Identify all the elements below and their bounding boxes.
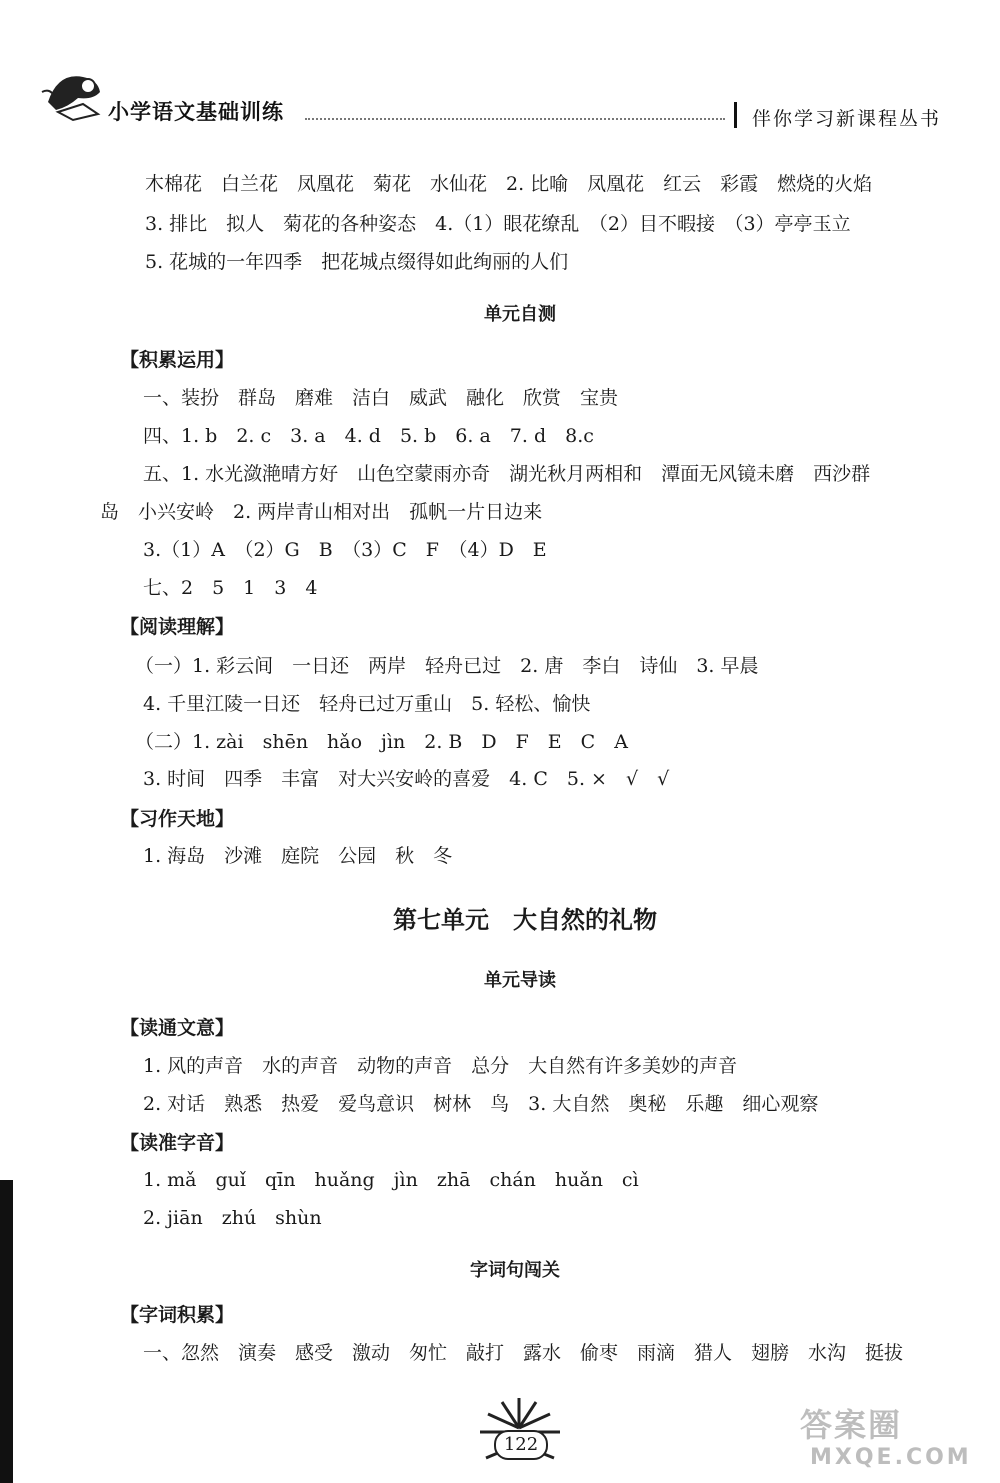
- text-line: 3. 时间 四季 丰富 对大兴安岭的喜爱 4. C 5. × √ √: [143, 768, 670, 790]
- text-line: 5. 花城的一年四季 把花城点缀得如此绚丽的人们: [145, 251, 569, 273]
- text-line: 一、忽然 演奏 感受 激动 匆忙 敲打 露水 偷枣 雨滴 猎人 翅膀 水沟 挺拔: [143, 1342, 904, 1364]
- series-title: 小学语文基础训练: [108, 100, 284, 124]
- text-line: 3.（1）A （2）G B （3）C F （4）D E: [143, 539, 547, 561]
- text-line: 3. 排比 拟人 菊花的各种姿态 4.（1）眼花缭乱 （2）目不暇接 （3）亭亭玉立: [145, 213, 851, 235]
- text-line: （二）1. zài shēn hǎo jìn 2. B D F E C A: [135, 731, 628, 753]
- text-line: 五、1. 水光潋滟晴方好 山色空蒙雨亦奇 湖光秋月两相和 潭面无风镜未磨 西沙群: [143, 463, 871, 485]
- section-title-guide: 单元导读: [484, 970, 556, 991]
- text-line: 七、2 5 1 3 4: [143, 577, 318, 599]
- watermark-url: MXQE.COM: [810, 1445, 972, 1470]
- page-edge-shadow: [0, 1180, 13, 1483]
- heading-writing: 【习作天地】: [120, 808, 235, 830]
- text-line: （一）1. 彩云间 一日还 两岸 轻舟已过 2. 唐 李白 诗仙 3. 早晨: [135, 655, 759, 677]
- watermark-text: 答案圈: [800, 1406, 903, 1444]
- text-line: 1. 海岛 沙滩 庭院 公园 秋 冬: [143, 845, 453, 867]
- heading-words: 【字词积累】: [120, 1304, 235, 1326]
- header-bar: [734, 102, 737, 128]
- heading-read: 【读通文意】: [120, 1017, 235, 1039]
- reading-child-logo-icon: [38, 62, 118, 122]
- page-number-badge: [472, 1392, 572, 1472]
- text-line: 一、装扮 群岛 磨难 洁白 威武 融化 欣赏 宝贵: [143, 387, 619, 409]
- section-title-words: 字词句闯关: [470, 1260, 560, 1281]
- heading-pronunciation: 【读准字音】: [120, 1132, 235, 1154]
- text-line: 岛 小兴安岭 2. 两岸青山相对出 孤帆一片日边来: [100, 501, 543, 523]
- page-header: [0, 0, 1000, 150]
- header-divider: [305, 118, 725, 120]
- heading-reading: 【阅读理解】: [120, 616, 235, 638]
- text-line: 1. mǎ guǐ qīn huǎng jìn zhā chán huǎn cì: [143, 1169, 639, 1191]
- section-title-unit-test: 单元自测: [484, 304, 556, 325]
- text-line: 4. 千里江陵一日还 轻舟已过万重山 5. 轻松、愉快: [143, 693, 591, 715]
- unit7-title: 第七单元 大自然的礼物: [393, 906, 657, 934]
- text-line: 2. jiān zhú shùn: [143, 1207, 322, 1229]
- page-number: 122: [494, 1430, 548, 1460]
- text-line: 2. 对话 熟悉 热爱 爱鸟意识 树林 鸟 3. 大自然 奥秘 乐趣 细心观察: [143, 1093, 819, 1115]
- text-line: 1. 风的声音 水的声音 动物的声音 总分 大自然有许多美妙的声音: [143, 1055, 738, 1077]
- text-line: 四、1. b 2. c 3. a 4. d 5. b 6. a 7. d 8.c: [143, 425, 594, 447]
- text-line: 木棉花 白兰花 凤凰花 菊花 水仙花 2. 比喻 凤凰花 红云 彩霞 燃烧的火焰: [145, 173, 873, 195]
- series-subtitle: 伴你学习新课程丛书: [752, 108, 942, 130]
- heading-jilei: 【积累运用】: [120, 349, 235, 371]
